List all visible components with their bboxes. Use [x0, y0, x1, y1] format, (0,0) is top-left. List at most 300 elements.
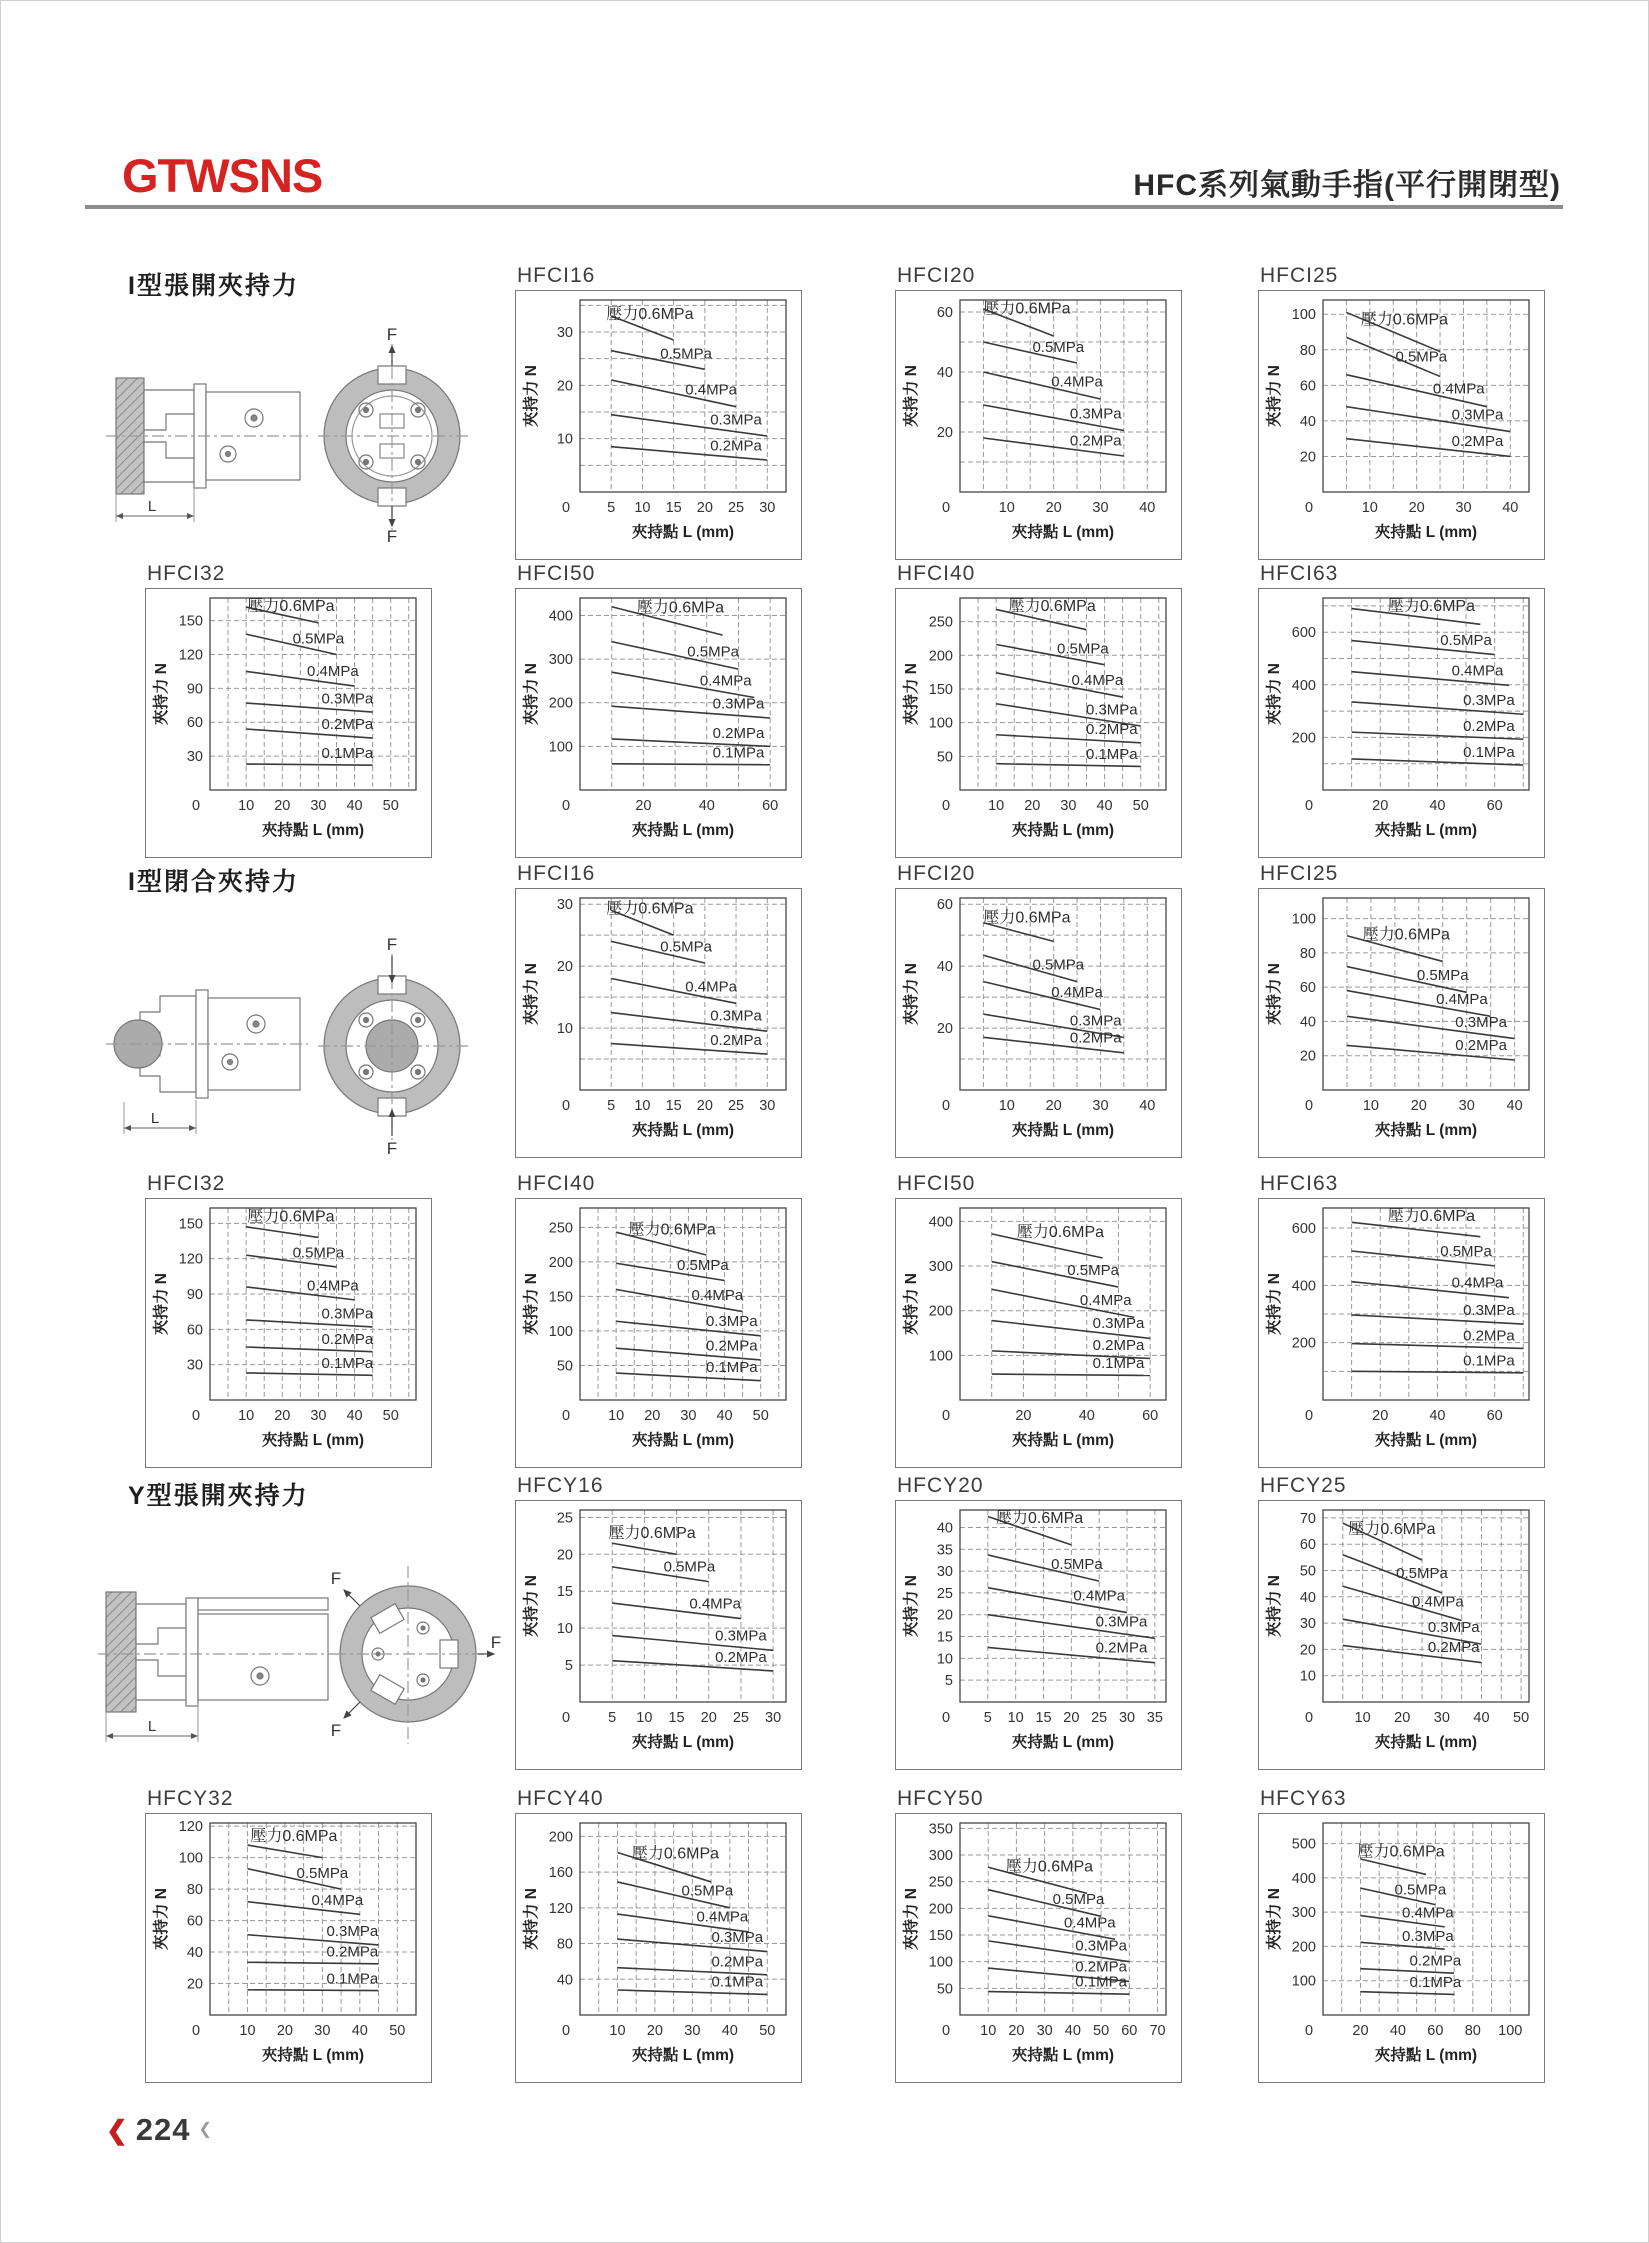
- chart-title: HFCI50: [897, 1172, 976, 1195]
- gripper-diagram-i-close: [100, 934, 480, 1156]
- chart-hfci25-9: [1258, 862, 1545, 1158]
- svg-text:0: 0: [941, 1098, 951, 1114]
- svg-text:5: 5: [944, 1673, 953, 1690]
- svg-text:壓力0.6MPa: 壓力0.6MPa: [1387, 1208, 1476, 1225]
- svg-text:90: 90: [186, 681, 203, 698]
- svg-text:30: 30: [1458, 1098, 1475, 1114]
- chart-plot-area: [1258, 1198, 1545, 1468]
- chart-plot-area: [1258, 1813, 1545, 2083]
- chart-plot-area: [1258, 588, 1545, 858]
- svg-text:夾持力 N: 夾持力 N: [903, 1574, 920, 1638]
- svg-text:20: 20: [1024, 798, 1041, 814]
- svg-text:0.5MPa: 0.5MPa: [687, 643, 739, 661]
- svg-text:0.1MPa: 0.1MPa: [711, 1973, 764, 1991]
- svg-text:40: 40: [1096, 798, 1113, 814]
- svg-text:60: 60: [1427, 2023, 1444, 2039]
- svg-text:60: 60: [186, 715, 203, 732]
- svg-text:25: 25: [556, 1510, 573, 1527]
- svg-text:0.1MPa: 0.1MPa: [1092, 1355, 1145, 1373]
- svg-text:20: 20: [1063, 1710, 1080, 1726]
- svg-text:35: 35: [1146, 1710, 1163, 1726]
- svg-text:200: 200: [548, 695, 573, 712]
- svg-text:5: 5: [607, 1098, 616, 1114]
- svg-text:0.5MPa: 0.5MPa: [1440, 1242, 1492, 1260]
- svg-text:夾持力 N: 夾持力 N: [1266, 1887, 1283, 1951]
- chart-title: HFCI25: [1260, 264, 1339, 287]
- chart-plot-area: [1258, 888, 1545, 1158]
- svg-text:25: 25: [727, 1098, 745, 1114]
- svg-text:0: 0: [941, 500, 951, 516]
- svg-text:50: 50: [1513, 1710, 1530, 1726]
- svg-text:60: 60: [1299, 1537, 1316, 1554]
- svg-text:25: 25: [1091, 1710, 1108, 1726]
- svg-text:60: 60: [1299, 378, 1316, 395]
- svg-text:0.3MPa: 0.3MPa: [705, 1312, 758, 1330]
- svg-text:0.4MPa: 0.4MPa: [1073, 1587, 1126, 1605]
- section-label-i-close: I型閉合夾持力: [128, 868, 299, 896]
- svg-text:0.1MPa: 0.1MPa: [705, 1359, 758, 1377]
- svg-text:0.4MPa: 0.4MPa: [685, 381, 737, 399]
- svg-text:100: 100: [548, 1323, 573, 1340]
- svg-text:0.2MPa: 0.2MPa: [1427, 1639, 1480, 1657]
- svg-text:100: 100: [928, 1348, 953, 1365]
- svg-text:20: 20: [644, 1408, 661, 1424]
- chart-title: HFCI63: [1260, 1172, 1339, 1195]
- svg-text:夾持力 N: 夾持力 N: [903, 364, 920, 428]
- svg-text:0.2MPa: 0.2MPa: [321, 716, 374, 734]
- svg-text:夾持點 L (mm): 夾持點 L (mm): [1374, 822, 1478, 839]
- svg-text:0.3MPa: 0.3MPa: [1085, 701, 1138, 719]
- force-label: F: [386, 935, 398, 954]
- gripper-diagram-i-open: [100, 326, 480, 544]
- svg-text:0.2MPa: 0.2MPa: [712, 724, 765, 742]
- svg-text:10: 10: [556, 431, 573, 448]
- force-label: F: [330, 1721, 342, 1740]
- svg-text:5: 5: [564, 1658, 573, 1675]
- svg-text:0: 0: [561, 1098, 571, 1114]
- svg-text:80: 80: [556, 1936, 573, 1953]
- svg-text:壓力0.6MPa: 壓力0.6MPa: [1360, 311, 1449, 329]
- page-footer: [106, 2112, 212, 2148]
- svg-text:0.5MPa: 0.5MPa: [1416, 967, 1469, 985]
- svg-text:20: 20: [936, 1607, 953, 1624]
- svg-text:0: 0: [561, 2023, 571, 2039]
- svg-text:20: 20: [1372, 798, 1389, 814]
- dim-label: L: [147, 1718, 157, 1735]
- svg-text:250: 250: [548, 1220, 573, 1237]
- svg-text:350: 350: [928, 1821, 953, 1838]
- svg-text:10: 10: [1362, 1098, 1379, 1114]
- svg-text:40: 40: [186, 1945, 203, 1962]
- svg-text:200: 200: [548, 1829, 573, 1846]
- svg-text:0: 0: [191, 2023, 201, 2039]
- gray-chevron-icon: ❮: [198, 2121, 212, 2138]
- svg-text:0.5MPa: 0.5MPa: [1052, 1891, 1105, 1908]
- svg-text:0.1MPa: 0.1MPa: [1075, 1973, 1127, 1991]
- svg-text:0: 0: [1304, 2023, 1314, 2039]
- svg-text:0.2MPa: 0.2MPa: [326, 1943, 379, 1961]
- svg-text:壓力0.6MPa: 壓力0.6MPa: [250, 1827, 338, 1845]
- svg-text:0.4MPa: 0.4MPa: [696, 1908, 749, 1926]
- svg-text:15: 15: [668, 1710, 685, 1726]
- svg-text:0.2MPa: 0.2MPa: [321, 1330, 374, 1348]
- svg-text:40: 40: [1139, 1098, 1156, 1114]
- svg-text:30: 30: [1299, 1616, 1316, 1633]
- svg-text:30: 30: [1036, 2023, 1053, 2039]
- svg-text:35: 35: [936, 1542, 953, 1559]
- svg-text:40: 40: [721, 2023, 738, 2039]
- svg-text:0.3MPa: 0.3MPa: [1092, 1314, 1145, 1332]
- svg-text:50: 50: [936, 1981, 953, 1998]
- svg-text:20: 20: [274, 1408, 291, 1424]
- svg-text:0.5MPa: 0.5MPa: [660, 345, 712, 363]
- svg-text:夾持點 L (mm): 夾持點 L (mm): [631, 1122, 735, 1139]
- svg-text:20: 20: [1372, 1408, 1389, 1424]
- svg-text:25: 25: [936, 1585, 953, 1602]
- svg-text:20: 20: [1408, 500, 1425, 516]
- chart-title: HFCY63: [1260, 1787, 1347, 1810]
- svg-text:0.1MPa: 0.1MPa: [326, 1970, 379, 1988]
- svg-text:0: 0: [561, 500, 571, 516]
- svg-text:25: 25: [732, 1710, 750, 1726]
- chart-hfcy40-18: [515, 1787, 802, 2083]
- svg-text:10: 10: [608, 1408, 625, 1424]
- svg-text:夾持點 L (mm): 夾持點 L (mm): [631, 822, 735, 839]
- svg-text:30: 30: [1433, 1710, 1450, 1726]
- svg-text:80: 80: [1299, 945, 1316, 962]
- svg-text:40: 40: [716, 1408, 733, 1424]
- chart-hfci20-8: [895, 862, 1182, 1158]
- svg-text:0.4MPa: 0.4MPa: [311, 1891, 364, 1909]
- svg-text:15: 15: [665, 500, 682, 516]
- svg-text:100: 100: [548, 739, 573, 756]
- section-label-i-open: I型張開夾持力: [128, 272, 299, 300]
- svg-text:30: 30: [1092, 500, 1109, 516]
- svg-text:壓力0.6MPa: 壓力0.6MPa: [983, 909, 1071, 927]
- svg-text:0.5MPa: 0.5MPa: [1440, 631, 1492, 649]
- svg-text:0.1MPa: 0.1MPa: [321, 1354, 374, 1372]
- svg-text:100: 100: [1291, 1973, 1316, 1990]
- chart-title: HFCI32: [147, 562, 226, 585]
- svg-text:0.2MPa: 0.2MPa: [1463, 717, 1515, 735]
- svg-text:160: 160: [548, 1865, 573, 1882]
- svg-text:80: 80: [186, 1882, 203, 1899]
- chart-plot-area: [515, 1500, 802, 1770]
- chart-plot-area: [895, 1198, 1182, 1468]
- svg-text:10: 10: [998, 1098, 1015, 1114]
- svg-text:40: 40: [936, 365, 953, 381]
- svg-text:20: 20: [1299, 1048, 1316, 1065]
- svg-text:40: 40: [1502, 500, 1519, 516]
- svg-text:夾持點 L (mm): 夾持點 L (mm): [1374, 1122, 1478, 1139]
- svg-text:夾持力 N: 夾持力 N: [903, 662, 920, 726]
- svg-text:0.2MPa: 0.2MPa: [715, 1648, 767, 1666]
- svg-text:100: 100: [178, 1850, 203, 1867]
- svg-text:40: 40: [1078, 1408, 1095, 1424]
- svg-text:90: 90: [186, 1286, 203, 1303]
- svg-text:0.1MPa: 0.1MPa: [1463, 743, 1515, 761]
- svg-text:0.3MPa: 0.3MPa: [1095, 1613, 1148, 1631]
- svg-text:夾持力 N: 夾持力 N: [523, 364, 540, 428]
- svg-text:20: 20: [1352, 2023, 1369, 2039]
- svg-text:0.2MPa: 0.2MPa: [1092, 1336, 1145, 1354]
- svg-text:50: 50: [382, 1408, 399, 1424]
- svg-text:0: 0: [1304, 1710, 1314, 1726]
- svg-text:40: 40: [346, 798, 363, 814]
- force-label: F: [386, 527, 398, 544]
- svg-text:80: 80: [1464, 2023, 1481, 2039]
- svg-text:100: 100: [1291, 307, 1316, 324]
- chart-title: HFCI40: [517, 1172, 596, 1195]
- svg-text:夾持點 L (mm): 夾持點 L (mm): [261, 2047, 365, 2064]
- svg-text:60: 60: [1142, 1408, 1159, 1424]
- svg-text:20: 20: [276, 2023, 293, 2039]
- svg-text:0.2MPa: 0.2MPa: [1069, 1029, 1122, 1047]
- svg-text:40: 40: [351, 2023, 368, 2039]
- svg-text:60: 60: [1299, 980, 1316, 997]
- svg-text:0.2MPa: 0.2MPa: [1069, 432, 1122, 450]
- chart-title: HFCI25: [1260, 862, 1339, 885]
- svg-text:夾持力 N: 夾持力 N: [153, 662, 170, 726]
- svg-text:0.3MPa: 0.3MPa: [715, 1627, 767, 1645]
- chart-title: HFCY40: [517, 1787, 604, 1810]
- svg-text:200: 200: [1291, 730, 1316, 747]
- dim-label: L: [147, 498, 157, 515]
- svg-text:20: 20: [556, 378, 573, 395]
- svg-text:夾持點 L (mm): 夾持點 L (mm): [631, 1734, 735, 1751]
- svg-text:0.5MPa: 0.5MPa: [1394, 1881, 1447, 1899]
- chart-title: HFCY50: [897, 1787, 984, 1810]
- svg-text:夾持力 N: 夾持力 N: [903, 1272, 920, 1336]
- svg-text:0.4MPa: 0.4MPa: [1432, 380, 1485, 398]
- svg-text:夾持力 N: 夾持力 N: [523, 1574, 540, 1638]
- svg-text:20: 20: [274, 798, 291, 814]
- svg-text:壓力0.6MPa: 壓力0.6MPa: [983, 300, 1071, 318]
- chart-title: HFCY32: [147, 1787, 234, 1810]
- svg-text:夾持力 N: 夾持力 N: [523, 1272, 540, 1336]
- svg-text:0.1MPa: 0.1MPa: [1085, 745, 1138, 763]
- svg-text:0.3MPa: 0.3MPa: [710, 1007, 762, 1025]
- svg-text:0: 0: [941, 1408, 951, 1424]
- chart-title: HFCI40: [897, 562, 976, 585]
- svg-text:夾持力 N: 夾持力 N: [903, 962, 920, 1026]
- force-label: F: [386, 326, 398, 344]
- chart-title: HFCI16: [517, 862, 596, 885]
- chart-plot-area: [895, 588, 1182, 858]
- svg-text:0.5MPa: 0.5MPa: [1057, 640, 1109, 658]
- svg-text:0.4MPa: 0.4MPa: [1451, 662, 1504, 680]
- svg-text:0.2MPa: 0.2MPa: [1095, 1639, 1148, 1657]
- svg-text:60: 60: [762, 798, 779, 814]
- svg-text:300: 300: [928, 1848, 953, 1864]
- chart-hfcy32-17: [145, 1787, 432, 2083]
- svg-text:15: 15: [556, 1584, 573, 1601]
- svg-text:0.3MPa: 0.3MPa: [1451, 406, 1504, 424]
- svg-text:60: 60: [1486, 1408, 1503, 1424]
- chart-plot-area: [895, 1813, 1182, 2083]
- svg-text:40: 40: [556, 1972, 573, 1989]
- svg-text:200: 200: [548, 1254, 573, 1271]
- svg-text:10: 10: [980, 2023, 997, 2039]
- svg-text:10: 10: [636, 1710, 653, 1726]
- svg-text:20: 20: [1299, 1642, 1316, 1659]
- svg-text:夾持力 N: 夾持力 N: [1266, 962, 1283, 1026]
- chart-plot-area: [895, 290, 1182, 560]
- svg-text:15: 15: [665, 1098, 682, 1114]
- svg-text:40: 40: [698, 798, 715, 814]
- svg-text:120: 120: [548, 1900, 573, 1917]
- svg-text:400: 400: [548, 608, 573, 625]
- svg-text:0.3MPa: 0.3MPa: [1427, 1619, 1480, 1637]
- svg-text:300: 300: [928, 1259, 953, 1276]
- svg-text:10: 10: [1299, 1668, 1316, 1685]
- chart-hfci16-7: [515, 862, 802, 1158]
- chart-plot-area: [895, 888, 1182, 1158]
- svg-text:50: 50: [382, 798, 399, 814]
- svg-text:400: 400: [928, 1214, 953, 1231]
- svg-text:500: 500: [1291, 1836, 1316, 1853]
- svg-text:20: 20: [1015, 1408, 1032, 1424]
- svg-text:0.4MPa: 0.4MPa: [1051, 373, 1103, 391]
- page-title: HFC系列氣動手指(平行開閉型): [1133, 169, 1561, 202]
- svg-text:100: 100: [1291, 911, 1316, 928]
- svg-text:20: 20: [696, 1098, 713, 1114]
- svg-text:0.4MPa: 0.4MPa: [1071, 672, 1124, 690]
- svg-text:20: 20: [936, 1021, 953, 1038]
- svg-text:0.5MPa: 0.5MPa: [681, 1882, 734, 1900]
- svg-text:40: 40: [1473, 1710, 1490, 1726]
- svg-text:60: 60: [1486, 798, 1503, 814]
- svg-text:10: 10: [238, 798, 255, 814]
- svg-text:0.4MPa: 0.4MPa: [1051, 983, 1103, 1001]
- svg-text:0.5MPa: 0.5MPa: [296, 1865, 349, 1883]
- svg-text:20: 20: [1410, 1098, 1427, 1114]
- svg-text:30: 30: [314, 2023, 331, 2039]
- svg-text:5: 5: [607, 500, 616, 516]
- svg-text:壓力0.6MPa: 壓力0.6MPa: [608, 1525, 696, 1543]
- svg-text:600: 600: [1291, 625, 1316, 642]
- svg-text:0.2MPa: 0.2MPa: [1409, 1952, 1462, 1970]
- svg-text:夾持力 N: 夾持力 N: [903, 1887, 920, 1951]
- svg-text:夾持力 N: 夾持力 N: [153, 1272, 170, 1336]
- svg-text:夾持點 L (mm): 夾持點 L (mm): [1374, 1734, 1478, 1751]
- svg-text:0.4MPa: 0.4MPa: [307, 663, 359, 681]
- chart-plot-area: [515, 290, 802, 560]
- chart-title: HFCI20: [897, 862, 976, 885]
- svg-text:100: 100: [928, 715, 953, 732]
- svg-text:0.3MPa: 0.3MPa: [1402, 1927, 1454, 1945]
- svg-text:壓力0.6MPa: 壓力0.6MPa: [1362, 926, 1450, 944]
- chart-plot-area: [145, 588, 432, 858]
- svg-text:20: 20: [1045, 500, 1062, 516]
- svg-text:0: 0: [1304, 500, 1314, 516]
- svg-text:70: 70: [1299, 1510, 1316, 1527]
- chart-title: HFCI16: [517, 264, 596, 287]
- svg-text:0.5MPa: 0.5MPa: [292, 630, 345, 648]
- svg-text:200: 200: [928, 1901, 953, 1918]
- svg-text:0.5MPa: 0.5MPa: [677, 1257, 729, 1275]
- svg-text:30: 30: [759, 500, 776, 516]
- gripper-diagram-y-open: [92, 1542, 504, 1770]
- svg-text:0.3MPa: 0.3MPa: [1463, 1302, 1515, 1320]
- svg-text:20: 20: [700, 1710, 717, 1726]
- svg-text:0.2MPa: 0.2MPa: [710, 437, 762, 455]
- svg-text:0.3MPa: 0.3MPa: [711, 1929, 764, 1947]
- svg-text:120: 120: [178, 1251, 203, 1268]
- chart-hfci32-3: [145, 562, 432, 858]
- svg-text:20: 20: [1299, 449, 1316, 466]
- force-label: F: [386, 1139, 398, 1156]
- svg-text:20: 20: [635, 798, 652, 814]
- svg-text:50: 50: [1299, 1563, 1316, 1580]
- svg-text:40: 40: [1429, 1408, 1446, 1424]
- svg-text:夾持點 L (mm): 夾持點 L (mm): [631, 524, 735, 541]
- svg-text:壓力0.6MPa: 壓力0.6MPa: [1348, 1520, 1436, 1538]
- svg-text:10: 10: [609, 2023, 626, 2039]
- svg-text:0.4MPa: 0.4MPa: [699, 672, 752, 690]
- svg-text:30: 30: [936, 1564, 953, 1581]
- chart-hfci16-0: [515, 264, 802, 560]
- chart-hfci63-13: [1258, 1172, 1545, 1468]
- chart-hfcy63-20: [1258, 1787, 1545, 2083]
- svg-text:40: 40: [1299, 413, 1316, 430]
- svg-text:夾持力 N: 夾持力 N: [153, 1887, 170, 1951]
- svg-text:0.5MPa: 0.5MPa: [292, 1244, 345, 1262]
- svg-text:20: 20: [556, 959, 573, 976]
- svg-text:40: 40: [346, 1408, 363, 1424]
- svg-text:壓力0.6MPa: 壓力0.6MPa: [1005, 1858, 1094, 1876]
- svg-text:0: 0: [561, 798, 571, 814]
- svg-text:夾持點 L (mm): 夾持點 L (mm): [1374, 1432, 1478, 1449]
- svg-text:40: 40: [1389, 2023, 1406, 2039]
- svg-text:夾持力 N: 夾持力 N: [1266, 364, 1283, 428]
- svg-text:15: 15: [936, 1629, 953, 1646]
- svg-text:夾持力 N: 夾持力 N: [1266, 662, 1283, 726]
- svg-text:0: 0: [1304, 1098, 1314, 1114]
- svg-text:30: 30: [1092, 1098, 1109, 1114]
- svg-text:0.3MPa: 0.3MPa: [710, 411, 762, 429]
- svg-text:30: 30: [186, 749, 203, 766]
- svg-text:50: 50: [936, 749, 953, 766]
- svg-text:40: 40: [1299, 1589, 1316, 1606]
- svg-text:40: 40: [1506, 1098, 1523, 1114]
- svg-text:70: 70: [1149, 2023, 1166, 2039]
- svg-text:壓力0.6MPa: 壓力0.6MPa: [1008, 598, 1096, 615]
- svg-text:30: 30: [765, 1710, 782, 1726]
- svg-text:10: 10: [998, 500, 1015, 516]
- dim-label: L: [150, 1110, 160, 1127]
- svg-text:60: 60: [936, 305, 953, 321]
- svg-text:20: 20: [646, 2023, 663, 2039]
- chart-title: HFCY20: [897, 1474, 984, 1497]
- svg-text:200: 200: [928, 1303, 953, 1320]
- svg-text:夾持力 N: 夾持力 N: [523, 962, 540, 1026]
- svg-text:20: 20: [936, 425, 953, 441]
- svg-text:40: 40: [1299, 1014, 1316, 1031]
- section-label-y-open: Y型張開夾持力: [128, 1482, 309, 1510]
- svg-text:壓力0.6MPa: 壓力0.6MPa: [1387, 598, 1476, 615]
- svg-text:120: 120: [178, 647, 203, 664]
- svg-text:300: 300: [1291, 1905, 1316, 1922]
- svg-text:夾持力 N: 夾持力 N: [523, 662, 540, 726]
- svg-text:夾持點 L (mm): 夾持點 L (mm): [1011, 524, 1115, 541]
- svg-text:300: 300: [548, 652, 573, 669]
- svg-text:10: 10: [1361, 500, 1378, 516]
- chart-hfci32-10: [145, 1172, 432, 1468]
- svg-text:200: 200: [1291, 1939, 1316, 1956]
- svg-text:壓力0.6MPa: 壓力0.6MPa: [996, 1510, 1084, 1527]
- chart-plot-area: [515, 1198, 802, 1468]
